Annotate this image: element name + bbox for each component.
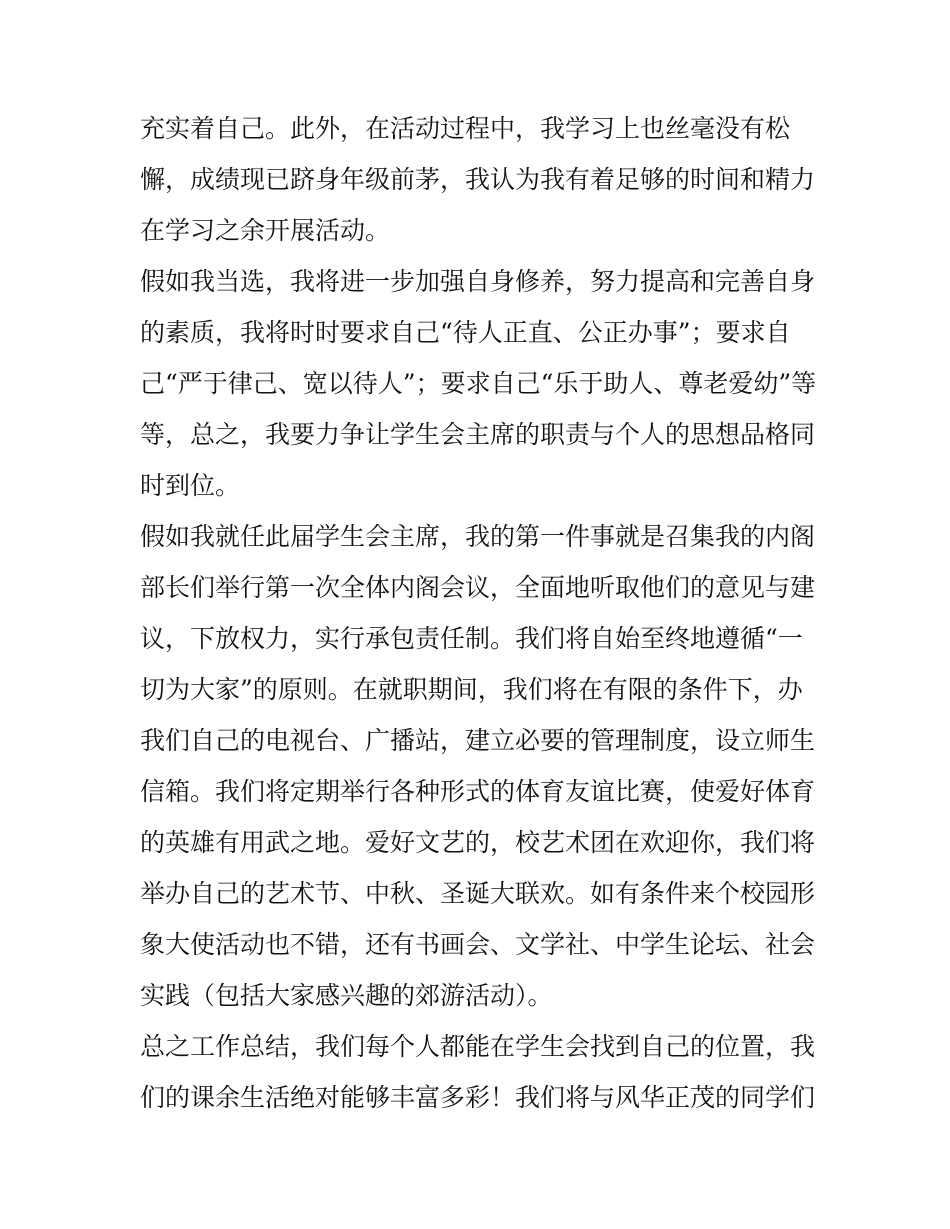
text-line: 等，总之，我要力争让学生会主席的职责与个人的思想品格同: [140, 420, 816, 449]
text-line: 总之工作总结，我们每个人都能在学生会找到自己的位置，我: [140, 1032, 816, 1061]
text-line: 们的课余生活绝对能够丰富多彩！我们将与风华正茂的同学们: [140, 1083, 816, 1112]
text-line: 假如我当选，我将进一步加强自身修养，努力提高和完善自身: [140, 267, 816, 296]
text-line: 在学习之余开展活动。: [140, 216, 391, 245]
text-line: 懈，成绩现已跻身年级前茅，我认为我有着足够的时间和精力: [140, 165, 816, 194]
text-line: 时到位。: [140, 471, 241, 500]
text-line: 切为大家”的原则。在就职期间，我们将在有限的条件下，办: [140, 675, 803, 704]
text-line: 充实着自己。此外，在活动过程中，我学习上也丝毫没有松: [140, 114, 791, 143]
text-line: 假如我就任此届学生会主席，我的第一件事就是召集我的内阁: [140, 522, 816, 551]
text-line: 我们自己的电视台、广播站，建立必要的管理制度，设立师生: [140, 726, 816, 755]
text-line: 信箱。我们将定期举行各种形式的体育友谊比赛，使爱好体育: [140, 777, 816, 806]
text-line: 己“严于律己、宽以待人”；要求自己“乐于助人、尊老爱幼”等: [140, 369, 817, 398]
text-line: 部长们举行第一次全体内阁会议，全面地听取他们的意见与建: [140, 573, 816, 602]
text-line: 实践（包括大家感兴趣的郊游活动）。: [140, 981, 553, 1010]
text-line: 的英雄有用武之地。爱好文艺的，校艺术团在欢迎你，我们将: [140, 828, 816, 857]
text-line: 的素质，我将时时要求自己“待人正直、公正办事”；要求自: [140, 318, 791, 347]
text-line: 象大使活动也不错，还有书画会、文学社、中学生论坛、社会: [140, 930, 816, 959]
text-line: 议，下放权力，实行承包责任制。我们将自始至终地遵循“一: [140, 624, 803, 653]
text-line: 举办自己的艺术节、中秋、圣诞大联欢。如有条件来个校园形: [140, 879, 816, 908]
document-body: [140, 103, 820, 1123]
